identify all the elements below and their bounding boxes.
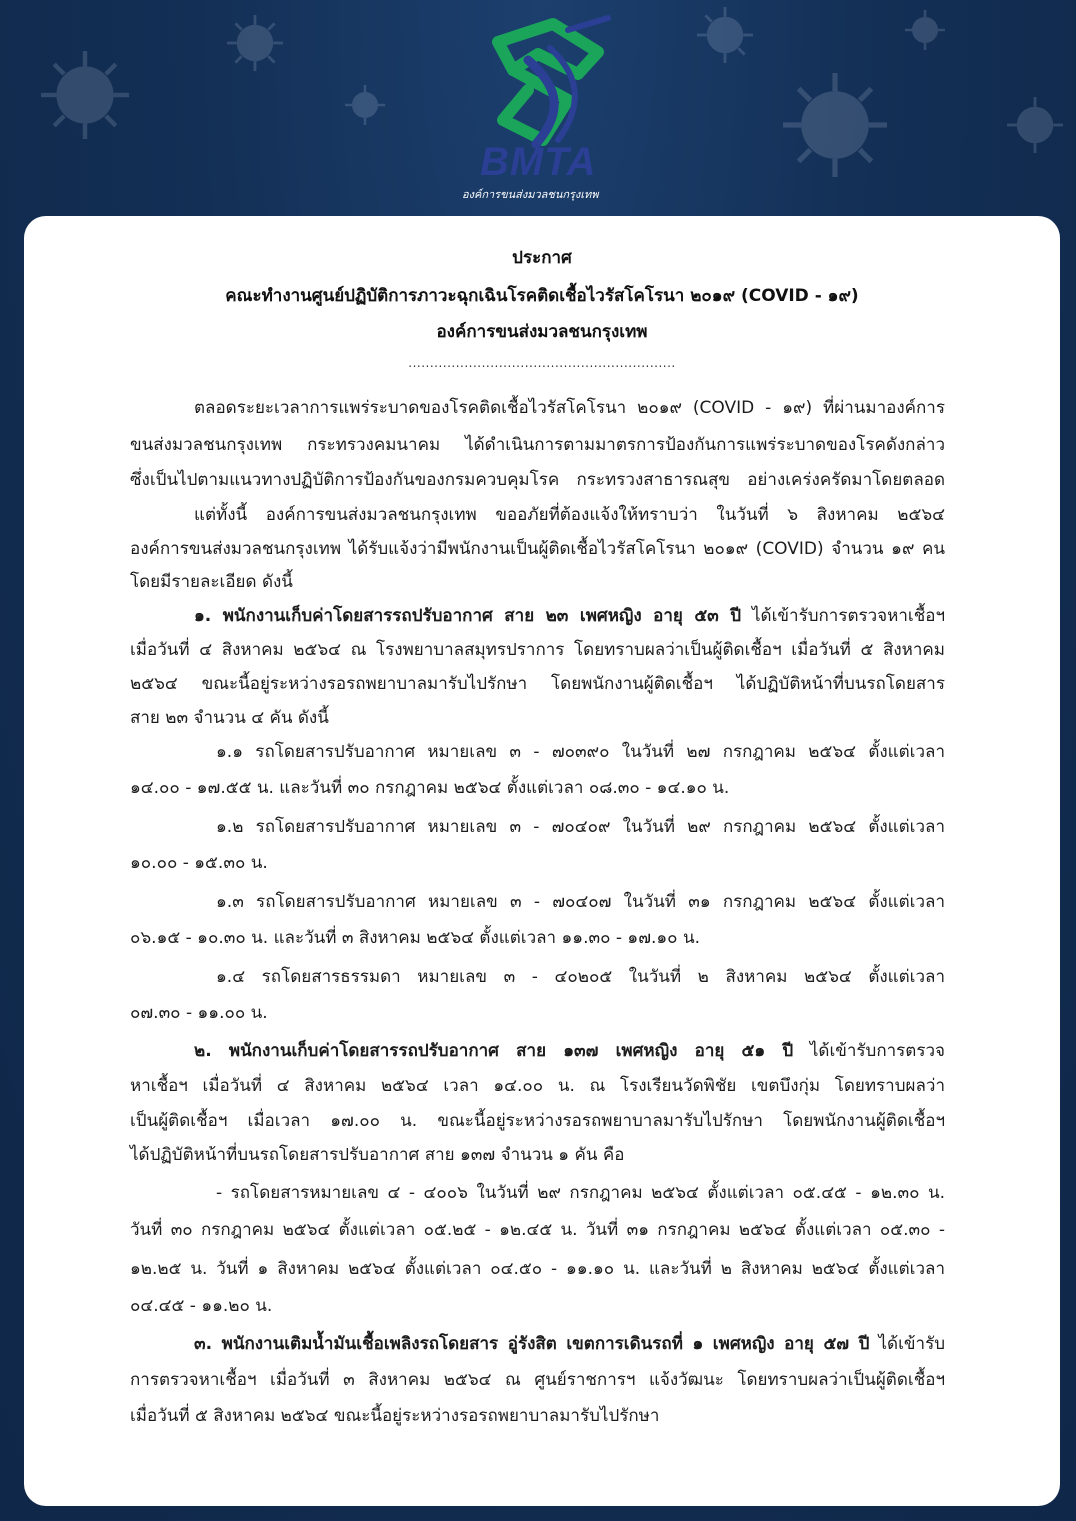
- bus-1-1-time: ๑๔.๐๐ - ๑๗.๕๕ น. และวันที่ ๓๐ กรกฎาคม ๒๕๖๔ ตั้งแต่เวลา ๐๘.๓๐ - ๑๔.๑๐ น.: [130, 778, 730, 798]
- case-3-heading: ๓. พนักงานเติมน้ำมันเชื้อเพลิงรถโดยสาร อู่รังสิต เขตการเดินรถที่ ๑ เพศหญิง อายุ ๕๗ ปี ได้เข้ารับ: [194, 1334, 945, 1354]
- bus-1-3-time: ๐๖.๑๕ - ๑๐.๓๐ น. และวันที่ ๓ สิงหาคม ๒๕๖๔ ตั้งแต่เวลา ๑๑.๓๐ - ๑๗.๑๐ น.: [130, 928, 700, 948]
- case-2-bus-line: - รถโดยสารหมายเลข ๔ - ๔๐๐๖ ในวันที่ ๒๙ กรกฎาคม ๒๕๖๔ ตั้งแต่เวลา ๐๕.๔๕ - ๑๒.๓๐ น.: [216, 1183, 945, 1203]
- case-2-heading: ๒. พนักงานเก็บค่าโดยสารรถปรับอากาศ สาย ๑๓๗ เพศหญิง อายุ ๕๑ ปี ได้เข้ารับการตรวจ: [194, 1041, 945, 1061]
- case-3-line: เมื่อวันที่ ๕ สิงหาคม ๒๕๖๔ ขณะนี้อยู่ระหว่างรอรถพยาบาลมารับไปรักษา: [130, 1406, 660, 1426]
- case-2-line: ได้ปฏิบัติหน้าที่บนรถโดยสารปรับอากาศ สาย ๑๓๗ จำนวน ๑ คัน คือ: [130, 1145, 625, 1165]
- organization-heading: องค์การขนส่งมวลชนกรุงเทพ: [436, 322, 648, 342]
- case-1-line: เมื่อวันที่ ๔ สิงหาคม ๒๕๖๔ ณ โรงพยาบาลสมุทรปราการ โดยทราบผลว่าเป็นผู้ติดเชื้อฯ เมื่อวันที่ ๕ สิงหาคม: [130, 640, 945, 660]
- case-2-bus-line: ๐๔.๔๕ - ๑๑.๒๐ น.: [130, 1296, 273, 1316]
- announcement-card: [24, 216, 1060, 1506]
- intro-line: ซึ่งเป็นไปตามแนวทางปฏิบัติการป้องกันของกรมควบคุมโรค กระทรวงสาธารณสุข อย่างเคร่งครัดมาโดยตลอด: [130, 470, 945, 490]
- case-1-heading: ๑. พนักงานเก็บค่าโดยสารรถปรับอากาศ สาย ๒๓ เพศหญิง อายุ ๕๓ ปี ได้เข้ารับการตรวจหาเชื้อฯ: [194, 606, 945, 626]
- virus-decoration-icon: [340, 80, 390, 130]
- virus-decoration-icon: [1000, 90, 1070, 160]
- virus-decoration-icon: [770, 60, 900, 190]
- case-2-bus-line: ๑๒.๒๕ น. วันที่ ๑ สิงหาคม ๒๕๖๔ ตั้งแต่เวลา ๐๔.๕๐ - ๑๑.๑๐ น. และวันที่ ๒ สิงหาคม ๒๕๖๔ ตั้งแต่เวลา: [130, 1259, 945, 1279]
- case-2-line: เป็นผู้ติดเชื้อฯ เมื่อเวลา ๑๗.๐๐ น. ขณะนี้อยู่ระหว่างรอรถพยาบาลมารับไปรักษา โดยพนักงานผู้ติดเชื้อฯ: [130, 1111, 945, 1131]
- virus-decoration-icon: [900, 5, 950, 55]
- bus-1-3: ๑.๓ รถโดยสารปรับอากาศ หมายเลข ๓ - ๗๐๔๐๗ ในวันที่ ๓๑ กรกฎาคม ๒๕๖๔ ตั้งแต่เวลา: [216, 892, 945, 912]
- intro-line: องค์การขนส่งมวลชนกรุงเทพ ได้รับแจ้งว่ามีพนักงานเป็นผู้ติดเชื้อไวรัสโคโรนา ๒๐๑๙ (COVID) จำนวน ๑๙ คน: [130, 539, 945, 559]
- announcement-title: ประกาศ: [512, 248, 572, 268]
- virus-decoration-icon: [30, 40, 140, 150]
- bus-1-4: ๑.๔ รถโดยสารธรรมดา หมายเลข ๓ - ๔๐๒๐๕ ในวันที่ ๒ สิงหาคม ๒๕๖๔ ตั้งแต่เวลา: [216, 967, 945, 987]
- case-2-line: หาเชื้อฯ เมื่อวันที่ ๔ สิงหาคม ๒๕๖๔ เวลา ๑๔.๐๐ น. ณ โรงเรียนวัดพิชัย เขตบึงกุ่ม โดยทราบผลว่า: [130, 1076, 945, 1096]
- case-3-line: การตรวจหาเชื้อฯ เมื่อวันที่ ๓ สิงหาคม ๒๕๖๔ ณ ศูนย์ราชการฯ แจ้งวัฒนะ โดยทราบผลว่าเป็นผู้ติดเชื้อฯ: [130, 1370, 945, 1390]
- committee-heading: คณะทำงานศูนย์ปฏิบัติการภาวะฉุกเฉินโรคติดเชื้อไวรัสโคโรนา ๒๐๑๙ (COVID - ๑๙): [225, 286, 859, 306]
- case-1-line: ๒๕๖๔ ขณะนี้อยู่ระหว่างรอรถพยาบาลมารับไปรักษา โดยพนักงานผู้ติดเชื้อฯ ได้ปฏิบัติหน้าที่บนรถโดยสาร: [130, 674, 945, 694]
- intro-line: ตลอดระยะเวลาการแพร่ระบาดของโรคติดเชื้อไวรัสโคโรนา ๒๐๑๙ (COVID - ๑๙) ที่ผ่านมาองค์การ: [194, 398, 945, 418]
- intro-line: โดยมีรายละเอียด ดังนี้: [130, 572, 293, 592]
- bus-1-2: ๑.๒ รถโดยสารปรับอากาศ หมายเลข ๓ - ๗๐๔๐๙ ในวันที่ ๒๙ กรกฎาคม ๒๕๖๔ ตั้งแต่เวลา: [216, 817, 945, 837]
- bus-1-2-time: ๑๐.๐๐ - ๑๕.๓๐ น.: [130, 853, 268, 873]
- virus-decoration-icon: [690, 0, 760, 70]
- separator: ..............................................................: [408, 356, 676, 370]
- bmta-wordmark: BMTA: [480, 140, 597, 184]
- bus-1-1: ๑.๑ รถโดยสารปรับอากาศ หมายเลข ๓ - ๗๐๓๙๐ ในวันที่ ๒๗ กรกฎาคม ๒๕๖๔ ตั้งแต่เวลา: [216, 742, 945, 762]
- bus-1-4-time: ๐๗.๓๐ - ๑๑.๐๐ น.: [130, 1003, 268, 1023]
- virus-decoration-icon: [220, 8, 290, 78]
- bmta-logo: [458, 12, 628, 201]
- intro-line: แต่ทั้งนี้ องค์การขนส่งมวลชนกรุงเทพ ขออภัยที่ต้องแจ้งให้ทราบว่า ในวันที่ ๖ สิงหาคม ๒๕๖๔: [194, 505, 945, 525]
- case-2-bus-line: วันที่ ๓๐ กรกฎาคม ๒๕๖๔ ตั้งแต่เวลา ๐๕.๒๕ - ๑๒.๔๕ น. วันที่ ๓๑ กรกฎาคม ๒๕๖๔ ตั้งแต่เวลา ๐๕.๓๐ -: [130, 1220, 945, 1240]
- case-1-line: สาย ๒๓ จำนวน ๔ คัน ดังนี้: [130, 708, 329, 728]
- bmta-subtitle: องค์การขนส่งมวลชนกรุงเทพ: [462, 188, 599, 201]
- intro-line: ขนส่งมวลชนกรุงเทพ กระทรวงคมนาคม ได้ดำเนินการตามมาตรการป้องกันการแพร่ระบาดของโรคดังกล่าว: [130, 435, 945, 455]
